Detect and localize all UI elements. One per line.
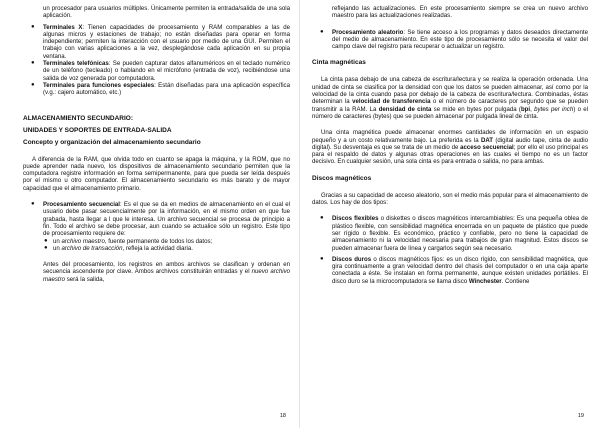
bullet-icon: ●	[320, 215, 324, 222]
term-winchester: Winchester	[468, 277, 502, 285]
paragraph-antes	[23, 261, 290, 283]
term-discos-duros: Discos duros	[332, 255, 372, 263]
bullet-icon: ●	[320, 255, 324, 262]
bullet-terminales-telefonicas	[23, 60, 290, 82]
cinta-2-text-a: Una cinta magnética puede almacenar enormes cantidades de información en un espacio pequeño y a un costo relativamente bajo. La preferida es la	[312, 129, 588, 144]
bullet-discos-flexibles	[312, 215, 588, 251]
archivo-maestro-term: archivo maestro	[61, 237, 105, 245]
procesamiento-secuencial-text: : Es el que se da en medios de almacenamiento en el cual el usuario debe pasar secuencialmente por la información, en el mismo orden en que fue grabada, hasta llegar a l que le interesa. Un archivo secuencial se procesa de principio a fin. Todo el archivo se debe procesar, aun cuando se actualice sólo un registro. Este tipo de procesamiento requiere de:	[43, 201, 291, 238]
sub-bullet-archivo-maestro	[23, 238, 290, 245]
continued-text: reflejando las actualizaciones. En este procesamiento siempre se crea un nuevo archivo maestro para las actualizaciones realizadas.	[332, 5, 588, 20]
bullet-icon: ●	[44, 237, 48, 244]
term-discos-flexibles: Discos flexibles	[332, 215, 379, 223]
cinta-1-text-c: o el número de caracteres por segundo que se pueden transmitir a la RAM. La	[312, 98, 588, 113]
procesamiento-aleatorio-text: : Se tiene acceso a los programas y datos deseados directamente del medio de almacenamiento. En este tipo de procesamiento sólo se necesita el valor del campo clave del registro para recuperar o actualizar un registro.	[332, 28, 588, 51]
term-procesamiento-aleatorio: Procesamiento aleatorio	[332, 28, 404, 36]
heading-unidades: UNIDADES Y SOPORTES DE ENTRADA-SALIDA	[23, 126, 172, 134]
antes-text-b: será la salida,	[65, 275, 105, 283]
terminales-x-text: : Tienen capacidades de procesamiento y RAM comparables a las de algunas micros y estaciones de trabajo; no están diseñadas para operar en forma independiente; permiten la interacción con el usuario por medio de una GUI. Permiten el trabajo con varias aplicaciones a la vez, desplegándose cada aplicación en su propia ventana.	[43, 23, 290, 60]
cinta-2-text-c: (digital audio tape, cinta de audio digital). Su desventaja es que se trata de un medio de	[312, 136, 588, 151]
heading-cinta: Cinta magnéticas	[312, 59, 366, 67]
term-terminales-especiales: Terminales para funciones especiales	[43, 81, 155, 89]
cinta-1-text-a: La cinta pasa debajo de una cabeza de escritura/lectura y se realiza la operación ordenada. Una unidad de cinta se clasifica por la densidad con que los datos se pueden almacenar, así como por la velocidad de la cinta cuando pasa por debajo de la cabeza de escritura/lectura. Combinadas, éstas determinan la	[312, 76, 588, 106]
bullet-icon: ●	[44, 244, 48, 251]
bullet-icon: ●	[31, 60, 35, 67]
sub-bullet-tail: , refleja la actividad diaria.	[122, 244, 193, 252]
bullet-discos-duros	[312, 256, 588, 285]
nuevo-archivo-maestro: nuevo archivo maestro	[43, 268, 291, 283]
cinta-1-text-f: ) o el número de caracteres (bytes) que se pueden almacenar por pulgada lineal de cinta.	[312, 105, 589, 120]
bullet-icon: ●	[31, 23, 35, 30]
term-terminales-telefonicas: Terminales telefónicas	[43, 60, 109, 68]
cinta-1-text-d: se mide en bytes por pulgada (	[431, 105, 521, 113]
antes-text-a: Antes del procesamiento, los registros en ambos archivos se clasifican y ordenan en secuencia ascendente por clave. Ambos archivos constituirán entradas y el	[43, 261, 290, 276]
archivo-transaccion-term: archivo de transacción	[61, 244, 123, 252]
paragraph-cinta-1	[312, 76, 588, 120]
cinta-1-text-e: ,	[530, 105, 535, 113]
paragraph-discos: Gracias a su capacidad de acceso aleatorio, son el medio más popular para el almacenamiento de datos. Los hay de dos tipos:	[312, 191, 588, 207]
page-number-left: 18	[279, 412, 286, 419]
term-procesamiento-secuencial: Procesamiento secuencial	[43, 201, 120, 209]
sub-bullet-lead: un	[53, 237, 62, 245]
heading-discos: Discos magnéticos	[312, 174, 372, 182]
bullet-icon: ●	[320, 28, 324, 35]
term-terminales-x: Terminales X	[43, 23, 83, 31]
discos-flexibles-text: o diskettes o discos magnéticos intercambiables: Es una pequeña oblea de plástico flexible, con sensibilidad magnética encerrada en un paquete de plástico que puede ser rígido o flexible. Es económico, práctico y confiable, pero no tiene la capacidad de almacenamiento ni la velocidad necesaria para trabajos de gran magnitud. Estos discos se pueden almacenar fuera de línea y cargarlos según sea necesario.	[332, 215, 588, 252]
discos-duros-text-b: . Contiene	[501, 277, 530, 285]
acceso-secuencial: acceso secuencial	[460, 143, 514, 151]
paragraph-intro: A diferencia de la RAM, que olvida todo en cuanto se apaga la máquina, y la ROM, que no puede aprender nada nuevo, los dispositivos de almacenamiento secundario permiten que la computadora registre información en forma semipermanente, para que pueda ser leída después por el mismo u otro computador. El almacenamiento secundario es más barato y de mayor capacidad que el almacenamiento primario.	[23, 155, 290, 192]
continued-text: un procesador para usuarios múltiples. Únicamente permiten la entrada/salida de una sola aplicación.	[43, 5, 290, 20]
discos-duros-text-a: o discos magnéticos fijos: es un disco rígido, con sensibilidad magnética, que gira continuamente a gran velocidad dentro del chasis del computador o en una caja aparte conectada a éste. Se instalan en forma permanente, aunque existen unidades portátiles. El disco duro se la microcomputadora se llama disco	[332, 255, 588, 285]
terminales-telefonicas-text: : Se pueden capturar datos alfanuméricos en el teclado numérico de un teléfono (tecleado) o hablando en el micrófono (entrada de voz), recibiéndose una salida de voz generada por computadora.	[43, 60, 290, 82]
bullet-terminales-especiales	[23, 82, 290, 97]
heading-almacenamiento: ALMACENAMIENTO SECUNDARIO:	[23, 114, 134, 122]
velocidad-transferencia: velocidad de transferencia	[352, 98, 431, 106]
bullet-procesamiento-aleatorio	[312, 29, 588, 51]
heading-concepto: Concepto y organización del almacenamiento secundario	[23, 138, 201, 146]
terminales-especiales-text: : Están diseñadas para una aplicación específica (v.g.: cajero automático, etc.)	[43, 81, 290, 97]
cinta-2-text-d: ; por ello el uso principal es para el respaldo de datos y algunas otras operaciones en las cuales el tiempo no es un factor decisivo. En cualquier sesión, una sola cinta es para entrada o salida, no para ambas.	[312, 143, 588, 166]
densidad-cinta: densidad de cinta	[378, 105, 432, 113]
bytes-per-inch: bytes per inch	[534, 105, 574, 113]
bullet-icon: ●	[31, 81, 35, 88]
sub-bullet-lead: un	[53, 244, 62, 252]
bullet-icon: ●	[31, 201, 35, 208]
bullet-terminales-x	[23, 24, 290, 60]
paragraph-cinta-2	[312, 129, 588, 165]
right-page	[300, 0, 600, 428]
page-number-right: 19	[577, 412, 584, 419]
bullet-procesamiento-secuencial	[23, 201, 290, 237]
sub-bullet-archivo-transaccion	[23, 245, 290, 252]
bpi-term: bpi	[520, 105, 531, 113]
dat-term: DAT	[480, 136, 494, 144]
sub-bullet-tail: , fuente permanente de todos los datos;	[104, 237, 213, 245]
